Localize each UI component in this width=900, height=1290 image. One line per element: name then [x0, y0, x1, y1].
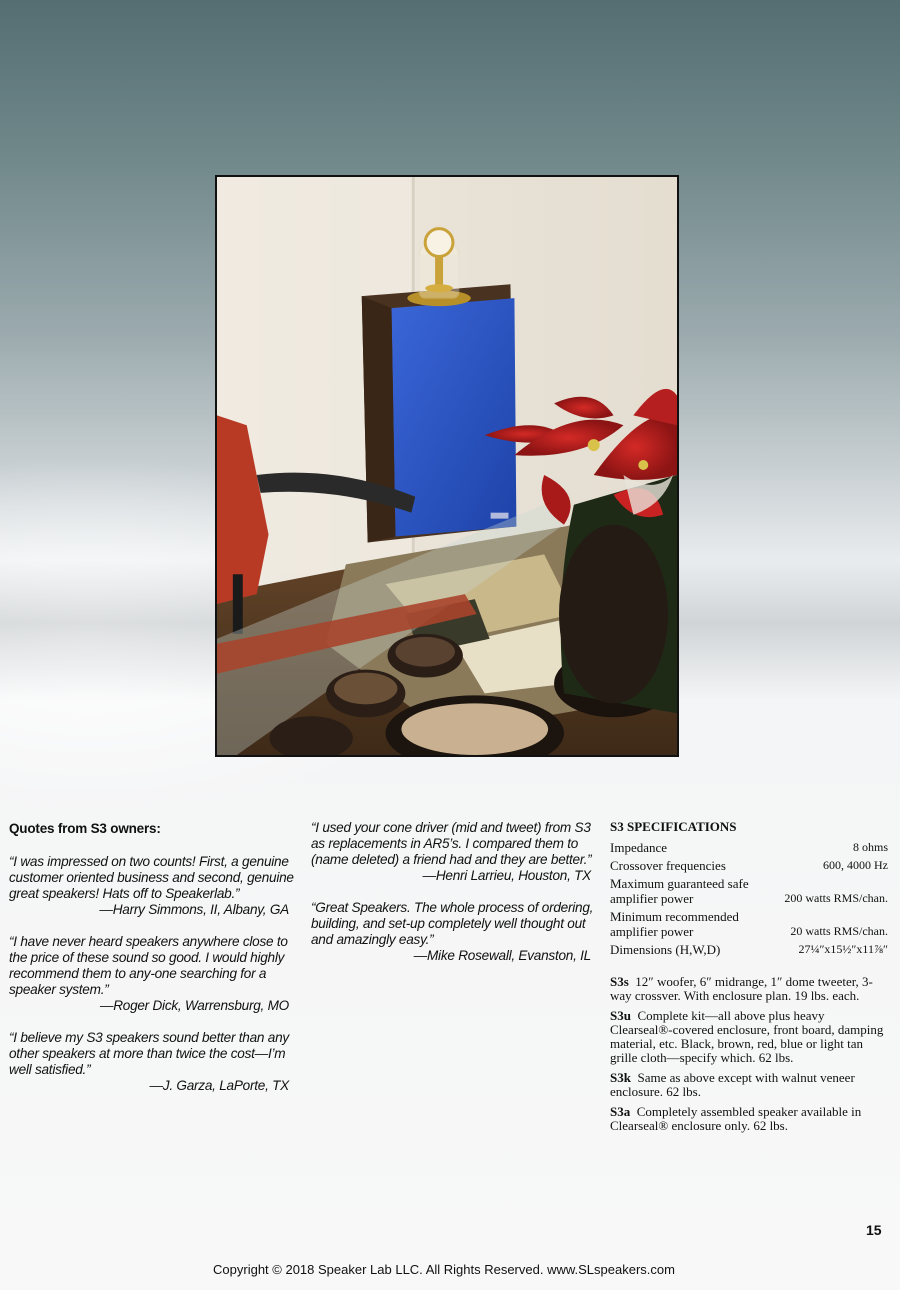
model-code: S3u — [610, 1008, 631, 1023]
quote-2 — [9, 934, 299, 1014]
model-code: S3k — [610, 1070, 631, 1085]
model-s3a — [610, 1105, 888, 1133]
quote-text: “I was impressed on two counts! First, a genuine customer oriented business and second, genuine great speakers! Hats off to Speakerlab.” — [9, 854, 294, 901]
specifications-column — [610, 819, 888, 1139]
quote-5 — [311, 900, 601, 964]
quote-attribution: —Harry Simmons, II, Albany, GA — [99, 902, 289, 917]
spec-value: 600, 4000 Hz — [823, 858, 888, 872]
model-s3u — [610, 1009, 888, 1065]
quote-attribution: —Henri Larrieu, Houston, TX — [422, 868, 591, 883]
copyright-notice: Copyright © 2018 Speaker Lab LLC. All Rights Reserved. www.SLspeakers.com — [213, 1262, 675, 1277]
spec-label: Impedance — [610, 840, 668, 855]
specifications-title: S3 SPECIFICATIONS — [610, 819, 737, 834]
spec-row-min-power — [610, 909, 888, 939]
quote-attribution: —J. Garza, LaPorte, TX — [149, 1078, 289, 1093]
quote-attribution: —Roger Dick, Warrensburg, MO — [99, 998, 289, 1013]
quotes-column-middle — [311, 820, 601, 980]
spec-value: 8 ohms — [852, 840, 888, 854]
spec-label: Maximum guaranteed safe amplifier power — [610, 876, 749, 906]
model-description: Same as above except with walnut veneer enclosure. 62 lbs. — [610, 1070, 855, 1099]
model-s3k — [610, 1071, 888, 1099]
speaker-photo — [215, 175, 679, 757]
spec-label: Minimum recommended amplifier power — [610, 909, 739, 939]
model-s3s — [610, 975, 888, 1003]
spec-value: 27¼″x15½″x11⅞″ — [798, 942, 888, 956]
speaker-photo-illustration — [217, 177, 677, 755]
model-code: S3a — [610, 1104, 631, 1119]
spec-row-max-power — [610, 876, 888, 906]
model-list — [610, 975, 888, 1133]
quote-1 — [9, 854, 299, 918]
quote-text: “I used your cone driver (mid and tweet) from S3 as replacements in AR5’s. I compared them to (name deleted) a friend had and they are better.” — [311, 820, 592, 867]
model-description: 12″ woofer, 6″ midrange, 1″ dome tweeter, 3-way crossver. With enclosure plan. 19 lbs. each. — [610, 974, 873, 1003]
quote-text: “Great Speakers. The whole process of ordering, building, and set-up completely well thought out and amazingly easy.” — [311, 900, 594, 947]
spec-label: Crossover frequencies — [610, 858, 726, 873]
quote-4 — [311, 820, 601, 884]
spec-value: 20 watts RMS/chan. — [790, 924, 888, 938]
spec-row-dimensions — [610, 942, 888, 957]
model-description: Complete kit—all above plus heavy Clearseal®-covered enclosure, front board, damping material, etc. Black, brown, red, blue or light tan grille cloth—specify which. 62 lbs. — [610, 1008, 884, 1065]
model-description: Completely assembled speaker available in Clearseal® enclosure only. 62 lbs. — [610, 1104, 862, 1133]
quote-attribution: —Mike Rosewall, Evanston, IL — [413, 948, 591, 963]
quotes-heading: Quotes from S3 owners: — [9, 821, 161, 836]
spec-row-impedance — [610, 840, 888, 855]
page-number: 15 — [866, 1222, 882, 1238]
quote-3 — [9, 1030, 299, 1094]
model-code: S3s — [610, 974, 629, 989]
spec-value: 200 watts RMS/chan. — [784, 891, 888, 905]
spec-row-crossover — [610, 858, 888, 873]
quote-text: “I believe my S3 speakers sound better than any other speakers at more than twice the cost—I’m well satisfied.” — [9, 1030, 289, 1077]
quotes-column-left — [9, 821, 299, 1110]
spec-label: Dimensions (H,W,D) — [610, 942, 721, 957]
quote-text: “I have never heard speakers anywhere close to the price of these sound so good. I would highly recommend them to any-one searching for a speaker system.” — [9, 934, 288, 997]
